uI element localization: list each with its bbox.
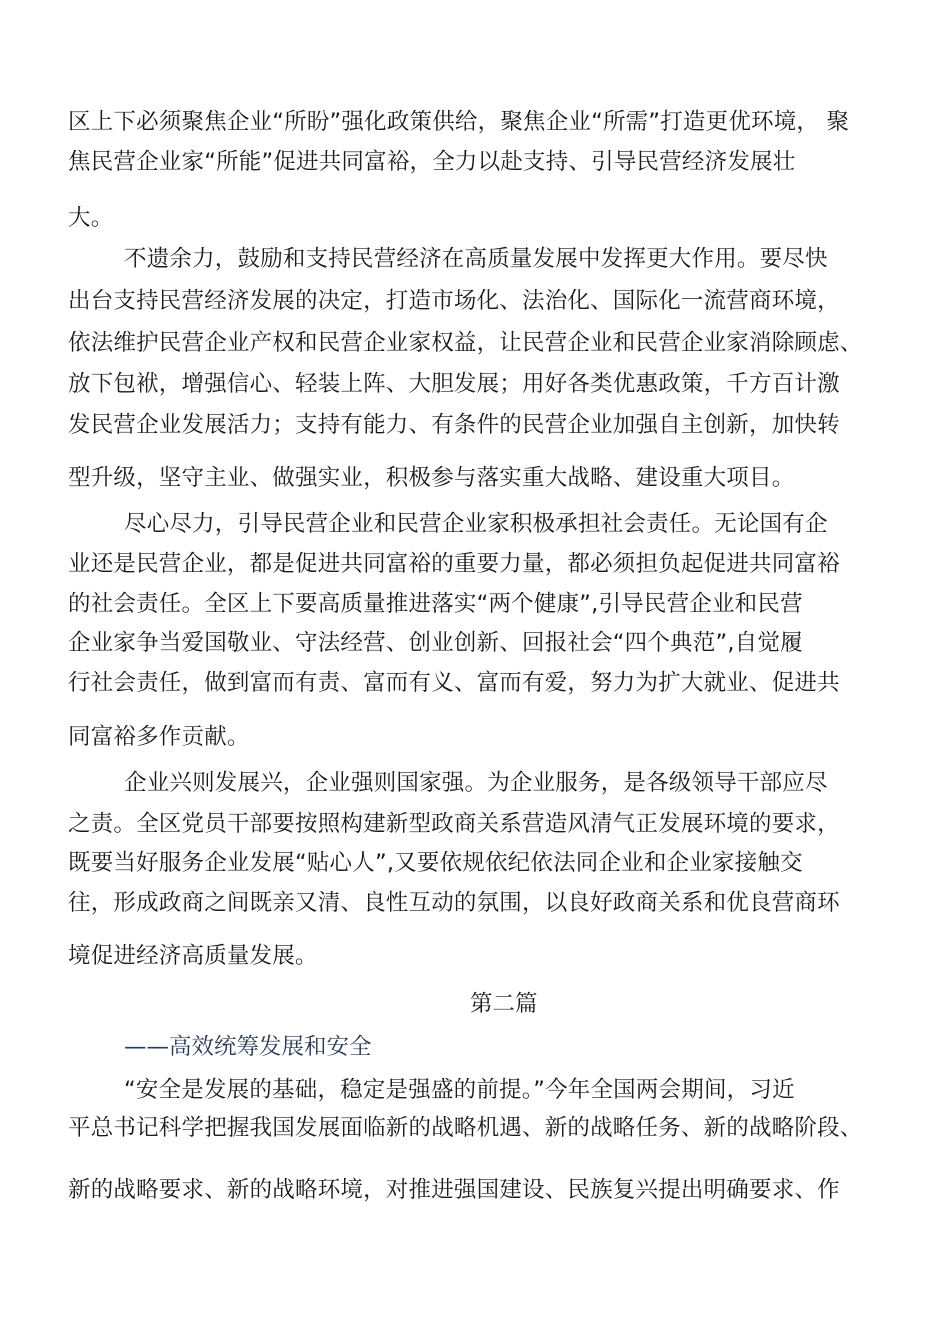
text-line: 的社会责任。全区上下要高质量推进落实“两个健康”,引导民营企业和民营 (68, 591, 803, 617)
section-heading: 第二篇 (470, 991, 538, 1017)
text-line: 发民营企业发展活力；支持有能力、有条件的民营企业加强自主创新，加快转 (68, 412, 840, 438)
text-line: 之责。全区党员干部要按照构建新型政商关系营造风清气正发展环境的要求， (68, 811, 840, 837)
text-line: 行社会责任，做到富而有责、富而有义、富而有爱，努力为扩大就业、促进共 (68, 670, 840, 696)
section-subtitle: ——高效统筹发展和安全 (124, 1034, 372, 1060)
text-line: 出台支持民营经济发展的决定，打造市场化、法治化、国际化一流营商环境， (68, 288, 840, 314)
text-line: 平总书记科学把握我国发展面临新的战略机遇、新的战略任务、新的战略阶段、 (68, 1115, 863, 1141)
text-line: 型升级，坚守主业、做强实业，积极参与落实重大战略、建设重大项目。 (68, 465, 795, 491)
text-line: 企业家争当爱国敬业、守法经营、创业创新、回报社会“四个典范”,自觉履 (68, 630, 803, 656)
text-line: 焦民营企业家“所能”促进共同富裕，全力以赴支持、引导民营经济发展壮 (68, 149, 796, 175)
text-line: 企业兴则发展兴，企业强则国家强。为企业服务，是各级领导干部应尽 (124, 770, 828, 796)
text-line: “安全是发展的基础，稳定是强盛的前提。”今年全国两会期间，习近 (124, 1077, 795, 1103)
text-line: 境促进经济高质量发展。 (68, 943, 318, 969)
text-line: 依法维护民营企业产权和民营企业家权益，让民营企业和民营企业家消除顾虑、 (68, 330, 863, 356)
text-line: 尽心尽力，引导民营企业和民营企业家积极承担社会责任。无论国有企 (124, 511, 828, 537)
text-line: 大。 (68, 205, 114, 231)
text-line: 放下包袱，增强信心、轻装上阵、大胆发展；用好各类优惠政策，千方百计激 (68, 371, 840, 397)
text-line: 区上下必须聚焦企业“所盼”强化政策供给，聚焦企业“所需”打造更优环境， 聚 (68, 109, 850, 135)
text-line: 往，形成政商之间既亲又清、良性互动的氛围，以良好政商关系和优良营商环 (68, 890, 840, 916)
text-line: 同富裕多作贡献。 (68, 724, 250, 750)
text-line: 不遗余力，鼓励和支持民营经济在高质量发展中发挥更大作用。要尽快 (124, 246, 828, 272)
text-line: 既要当好服务企业发展“贴心人”,又要依规依纪依法同企业和企业家接触交 (68, 850, 803, 876)
text-line: 业还是民营企业，都是促进共同富裕的重要力量，都必须担负起促进共同富裕 (68, 551, 840, 577)
text-line: 新的战略要求、新的战略环境，对推进强国建设、民族复兴提出明确要求、作 (68, 1177, 840, 1203)
